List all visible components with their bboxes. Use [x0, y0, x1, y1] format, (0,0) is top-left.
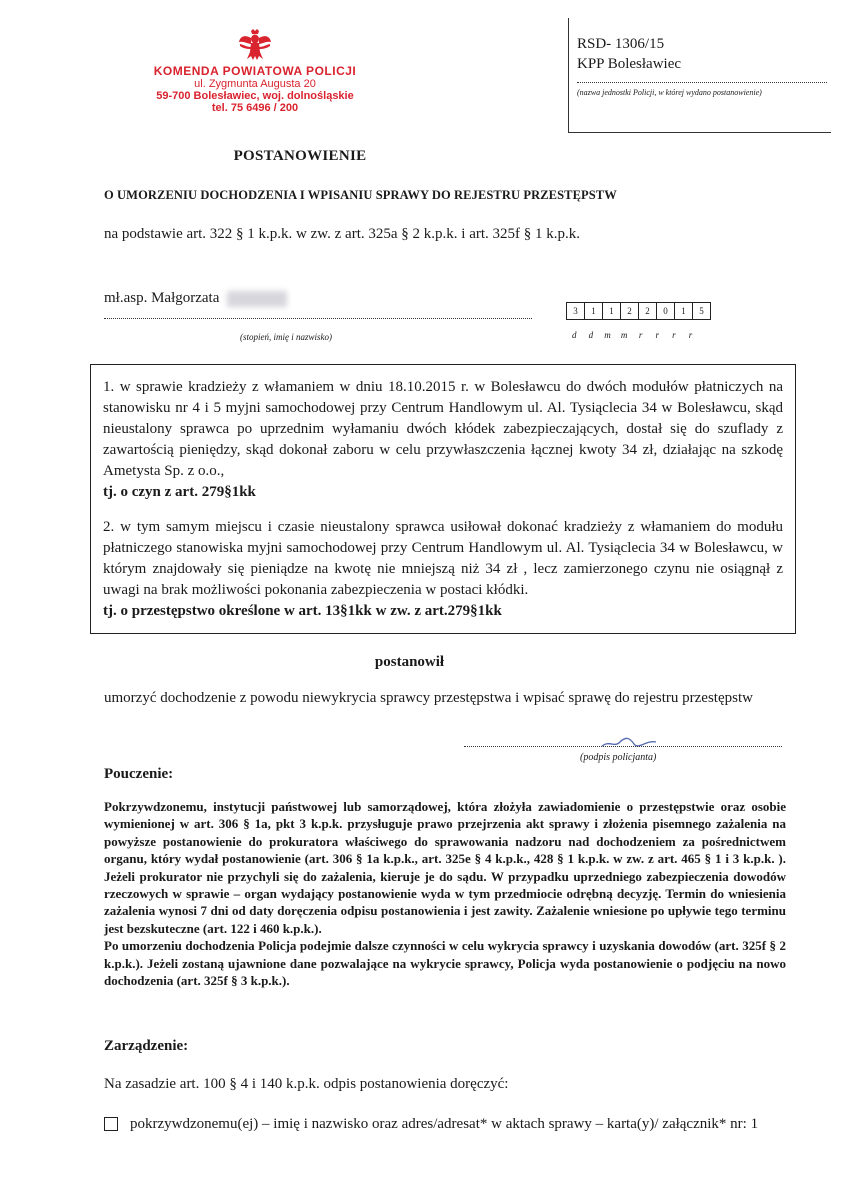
officer-line — [104, 290, 287, 307]
case-facts-box — [90, 364, 796, 634]
dotted-line — [104, 318, 532, 319]
date-digit: 1 — [674, 302, 693, 320]
date-legend-item: m — [620, 330, 628, 340]
unit-note: (nazwa jednostki Policji, w której wydano postanowienie) — [577, 88, 762, 97]
case-number: RSD- 1306/15 — [577, 36, 665, 52]
delivery-item-text: pokrzywdzonemu(ej) – imię i nazwisko oraz adres/adresat* w aktach sprawy – karta(y)/ załącznik* nr: 1 — [130, 1116, 759, 1132]
instructions-paragraph: Po umorzeniu dochodzenia Policja podejmie dalsze czynności w celu wykrycia sprawcy i uzyskania dowodów (art. 325f § 2 k.p.k.). Jeżeli zostaną ujawnione dane pozwalające na wykrycie sprawcy, Policja wyda postanowienie o podjęciu na nowo dochodzenia (art. 325f § 3 k.p.k.). — [104, 938, 786, 989]
fact-1 — [103, 377, 783, 503]
date-digit: 5 — [692, 302, 711, 320]
date-legend-item: r — [688, 330, 693, 340]
eagle-emblem-icon — [238, 28, 272, 62]
case-reference-box — [568, 18, 831, 133]
legal-basis: na podstawie art. 322 § 1 k.p.k. w zw. z art. 325a § 2 k.p.k. i art. 325f § 1 k.p.k. — [104, 226, 581, 242]
decided-heading — [0, 654, 849, 671]
date-digit: 2 — [638, 302, 657, 320]
date-legend — [566, 330, 699, 340]
officer-name: mł.asp. Małgorzata — [104, 290, 220, 306]
document-subtitle: O UMORZENIU DOCHODZENIA I WPISANIU SPRAWY DO REJESTRU PRZESTĘPSTW — [104, 188, 617, 202]
stamp-line-2: ul. Zygmunta Augusta 20 — [194, 78, 316, 90]
document-title: POSTANOWIENIE — [233, 148, 367, 164]
date-legend-item: r — [638, 330, 643, 340]
fact-2-text: 2. w tym samym miejscu i czasie nieustalony sprawca usiłował dokonać kradzieży z włamaniem do modułu płatniczego stanowiska myjni samochodowej przy Centrum Handlowym ul. Al. Tysiąclecia 34 w Bolesławcu, w którym znajdowały się pieniądze na kwotę nie mniejszą niż 34 zł , lecz zamierzonego czynu nie osiągnął z uwagi na brak możliwości pokonania zabezpieczenia w postaci kłódki. — [103, 519, 783, 598]
police-stamp — [140, 28, 370, 114]
date-digit: 1 — [584, 302, 603, 320]
fact-1-text: 1. w sprawie kradzieży z włamaniem w dniu 18.10.2015 r. w Bolesławcu do dwóch modułów płatniczych na stanowisku nr 4 i 5 myjni samochodowej przy Centrum Handlowym ul. Al. Tysiąclecia 34 w Bolesławcu, skąd nieustalony sprawca po uprzednim wyłamaniu dwóch kłódek zabezpieczających, dostał się do szuflady z zawartością pieniędzy, skąd dokonał zaboru w celu przywłaszczenia łącznej kwoty 34 zł, działając na szkodę Ametysta Sp. z o.o., — [103, 379, 783, 479]
date-digit: 1 — [602, 302, 621, 320]
stamp-line-1: KOMENDA POWIATOWA POLICJI — [153, 64, 357, 78]
order-text: Na zasadzie art. 100 § 4 i 140 k.p.k. odpis postanowienia doręczyć: — [104, 1076, 509, 1092]
stamp-line-4: tel. 75 6496 / 200 — [211, 102, 299, 114]
checkbox-icon — [104, 1117, 118, 1131]
redacted-surname — [227, 291, 287, 307]
instructions-text — [104, 798, 786, 989]
order-heading: Zarządzenie: — [104, 1038, 189, 1054]
date-legend-item: m — [604, 330, 611, 340]
date-legend-item: r — [672, 330, 676, 340]
delivery-item — [104, 1114, 804, 1134]
date-legend-item: d — [572, 330, 577, 340]
police-unit: KPP Bolesławiec — [577, 56, 682, 72]
stamp-line-3: 59-700 Bolesławiec, woj. dolnośląskie — [156, 90, 354, 102]
date-boxes — [566, 302, 710, 320]
date-digit: 0 — [656, 302, 675, 320]
signature-note: (podpis policjanta) — [580, 752, 657, 763]
officer-note: (stopień, imię i nazwisko) — [240, 332, 332, 342]
instructions-heading: Pouczenie: — [104, 766, 174, 782]
dotted-line — [577, 82, 827, 83]
fact-1-qualification: tj. o czyn z art. 279§1kk — [103, 484, 256, 500]
date-digit: 3 — [566, 302, 585, 320]
date-legend-item: r — [655, 330, 660, 340]
signature-scribble-icon — [600, 732, 660, 752]
fact-2-qualification: tj. o przestępstwo określone w art. 13§1kk w zw. z art.279§1kk — [103, 603, 502, 619]
decided-text: postanowił — [374, 654, 445, 670]
dotted-line — [464, 746, 782, 747]
decision-text: umorzyć dochodzenie z powodu niewykrycia sprawcy przestępstwa i wpisać sprawę do rejestru przestępstw — [104, 690, 753, 706]
fact-2 — [103, 517, 783, 622]
date-legend-item: d — [588, 330, 594, 340]
instructions-paragraph: Pokrzywdzonemu, instytucji państwowej lub samorządowej, która złożyła zawiadomienie o przestępstwie oraz osobie wymienionej w art. 306 § 1a, pkt 3 k.p.k. przysługuje prawo przejrzenia akt sprawy i złożenia pisemnego zażalenia na powyższe postanowienie do prokuratora właściwego do sprawowania nadzoru nad dochodzeniem za pośrednictwem organu, który wydał postanowienie (art. 306 § 1a k.p.k., art. 325e § 4 k.p.k., 428 § 1 k.p.k. w zw. z art. 465 § 1 i 3 k.p.k. ). Jeżeli prokurator nie przychyli się do zażalenia, kieruje je do sądu. W przypadku uprzedniego zabezpieczenia dowodów rzeczowych w sprawie – organ wydający postanowienie wyda w tym przedmiocie odrębną decyzję. Termin do wniesienia zażalenia wynosi 7 dni od daty doręczenia odpisu postanowienia i jest zawity. Zażalenie wniesione po upływie tego terminu jest bezskuteczne (art. 122 i 460 k.p.k.). — [104, 799, 786, 936]
date-digit: 2 — [620, 302, 639, 320]
